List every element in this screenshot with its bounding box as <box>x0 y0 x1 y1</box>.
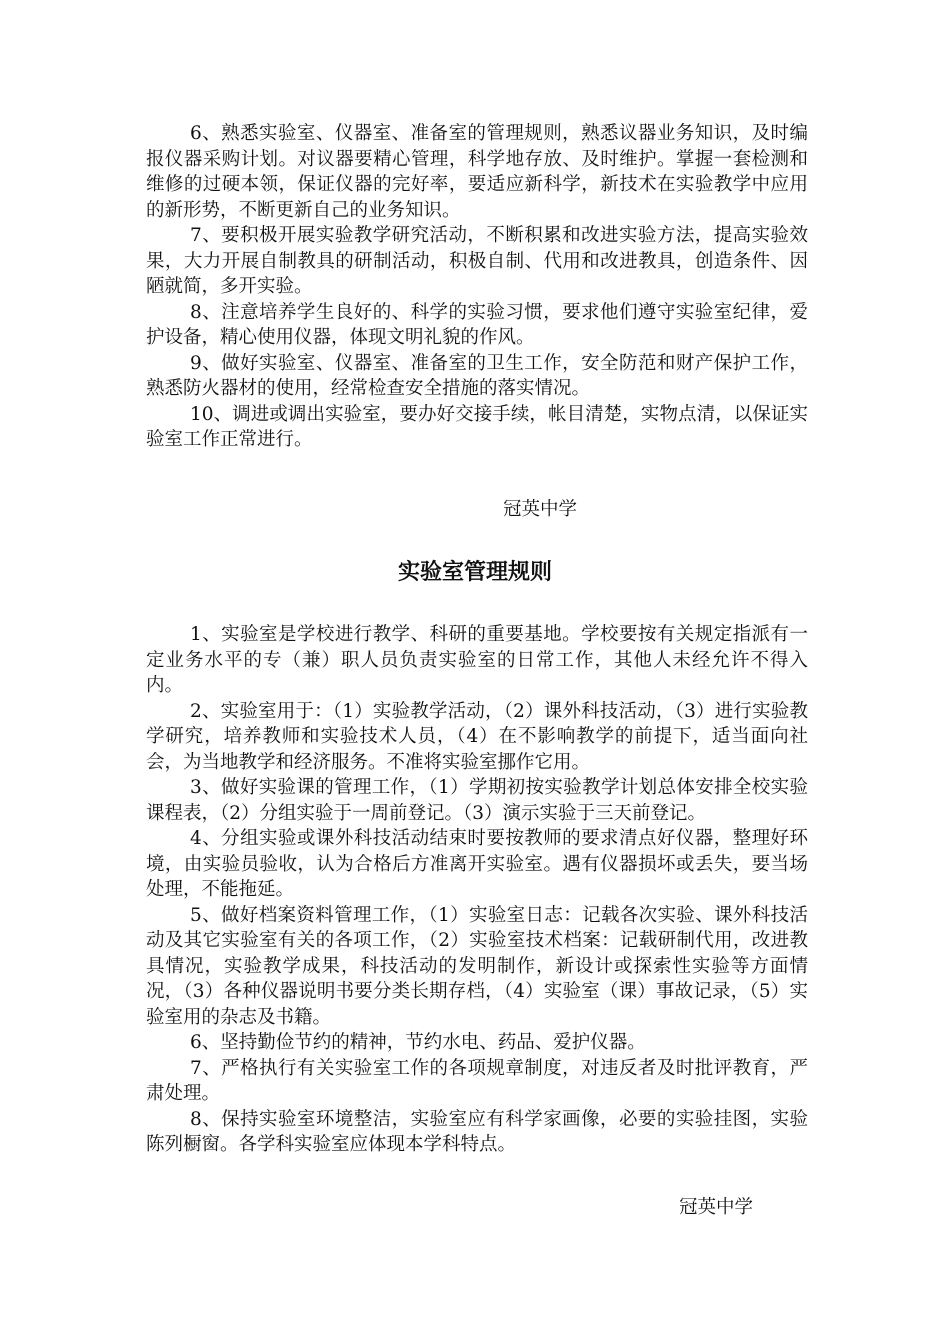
lab-rule-2: 2、实验室用于：（1）实验教学活动，（2）课外科技活动，（3）进行实验教学研究，培养教师和实验技术人员，（4）在不影响教学的前提下，适当面向社会，为当地教学和经济服务。不准将实验室挪作它用。 <box>146 700 808 773</box>
rule-paragraph-6: 6、熟悉实验室、仪器室、准备室的管理规则，熟悉议器业务知识，及时编报仪器采购计划。对议器要精心管理，科学地存放、及时维护。掌握一套检测和维修的过硬本领，保证仪器的完好率，要适应新科学，新技术在实验教学中应用的新形势，不断更新自己的业务知识。 <box>146 123 808 221</box>
school-signature-1: 冠英中学 <box>503 499 578 520</box>
lab-rule-1: 1、实验室是学校进行教学、科研的重要基地。学校要按有关规定指派有一定业务水平的专（兼）职人员负责实验室的日常工作，其他人未经允许不得入内。 <box>146 624 808 696</box>
rule-paragraph-8: 8、注意培养学生良好的、科学的实验习惯，要求他们遵守实验室纪律，爱护设备，精心使用仪器，体现文明礼貌的作风。 <box>146 301 808 348</box>
lab-rule-7: 7、严格执行有关实验室工作的各项规章制度，对违反者及时批评教育，严肃处理。 <box>146 1057 808 1104</box>
rules-continued-section <box>146 121 808 453</box>
lab-rule-4: 4、分组实验或课外科技活动结束时要按教师的要求清点好仪器，整理好环境，由实验员验收，认为合格后方准离开实验室。遇有仪器损坏或丢失，要当场处理，不能拖延。 <box>146 828 808 900</box>
rule-paragraph-10: 10、调进或调出实验室，要办好交接手续，帐目清楚，实物点清，以保证实验室工作正常进行。 <box>146 403 808 450</box>
rule-paragraph-9: 9、做好实验室、仪器室、准备室的卫生工作，安全防范和财产保护工作，熟悉防火器材的使用，经常检查安全措施的落实情况。 <box>146 352 808 399</box>
lab-rule-8: 8、保持实验室环境整洁，实验室应有科学家画像，必要的实验挂图，实验陈列橱窗。各学科实验室应体现本学科特点。 <box>146 1108 808 1155</box>
lab-rules-section <box>146 622 808 1158</box>
lab-rule-5: 5、做好档案资料管理工作，（1）实验室日志：记载各次实验、课外科技活动及其它实验室有关的各项工作，（2）实验室技术档案：记载研制代用，改进教具情况，实验教学成果，科技活动的发明制作，新设计或探索性实验等方面情况，（3）各种仪器说明书要分类长期存档，（4）实验室（课）事故记录，（5）实验室用的杂志及书籍。 <box>146 904 808 1028</box>
lab-rule-6: 6、坚持勤俭节约的精神，节约水电、药品、爱护仪器。 <box>190 1032 646 1053</box>
rule-paragraph-7: 7、要积极开展实验教学研究活动，不断积累和改进实验方法，提高实验效果，大力开展自制教具的研制活动，积极自制、代用和改进教具，创造条件、因陋就简，多开实验。 <box>146 225 808 297</box>
lab-rule-3: 3、做好实验课的管理工作，（1）学期初按实验教学计划总体安排全校实验课程表，（2）分组实验于一周前登记。（3）演示实验于三天前登记。 <box>146 777 808 824</box>
school-signature-2: 冠英中学 <box>679 1197 754 1218</box>
document-title: 实验室管理规则 <box>397 560 552 585</box>
